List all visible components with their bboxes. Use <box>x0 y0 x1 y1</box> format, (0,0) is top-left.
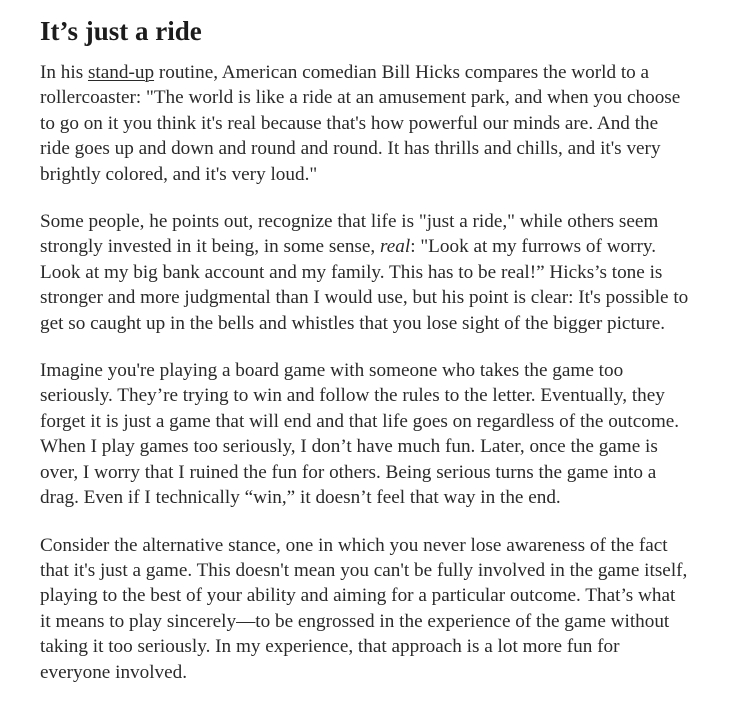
stand-up-link[interactable]: stand-up <box>87 62 155 83</box>
paragraph-1-text-start: In his <box>40 62 88 83</box>
paragraph-1 <box>40 60 690 187</box>
paragraph-4: Consider the alternative stance, one in which you never lose awareness of the fact that it's just a game. This doesn't mean you can't be fully involved in the game itself, playing to the best of your ability and aiming for a particular outcome. That’s what it means to play sincerely—to be engrossed in the experience of the game without taking it too seriously. In my experience, that approach is a lot more fun for everyone involved. <box>40 534 688 683</box>
paragraph-2-text-start: Some people, he points out, recognize that life is "just a ride," while others seem strongly invested in it being, in some sense, <box>40 211 659 258</box>
emphasis-real: real <box>380 236 411 258</box>
paragraph-1-text-end: routine, American comedian Bill Hicks compares the world to a rollercoaster: "The world is like a ride at an amusement park, and when you choose to go on it you think it's real because that's how powerful our minds are. And the ride goes up and down and round and round. It has thrills and chills, and it's very brightly colored, and it's very loud." <box>40 62 681 185</box>
article-title: It’s just a ride <box>40 16 202 46</box>
paragraph-2-text-end: : "Look at my furrows of worry. Look at my big bank account and my family. This has to be real!” Hicks’s tone is stronger and more judgmental than I would use, but his point is clear: It's possible to get so caught up in the bells and whistles that you lose sight of the bigger picture. <box>40 236 689 334</box>
paragraph-3: Imagine you're playing a board game with someone who takes the game too seriously. They’re trying to win and follow the rules to the letter. Eventually, they forget it is just a game that will end and that life goes on regardless of the outcome. When I play games too seriously, I don’t have much fun. Later, once the game is over, I worry that I ruined the fun for others. Being serious turns the game into a drag. Even if I technically “win,” it doesn’t feel that way in the end. <box>40 360 680 509</box>
article <box>40 14 690 707</box>
paragraph-2 <box>40 209 690 336</box>
